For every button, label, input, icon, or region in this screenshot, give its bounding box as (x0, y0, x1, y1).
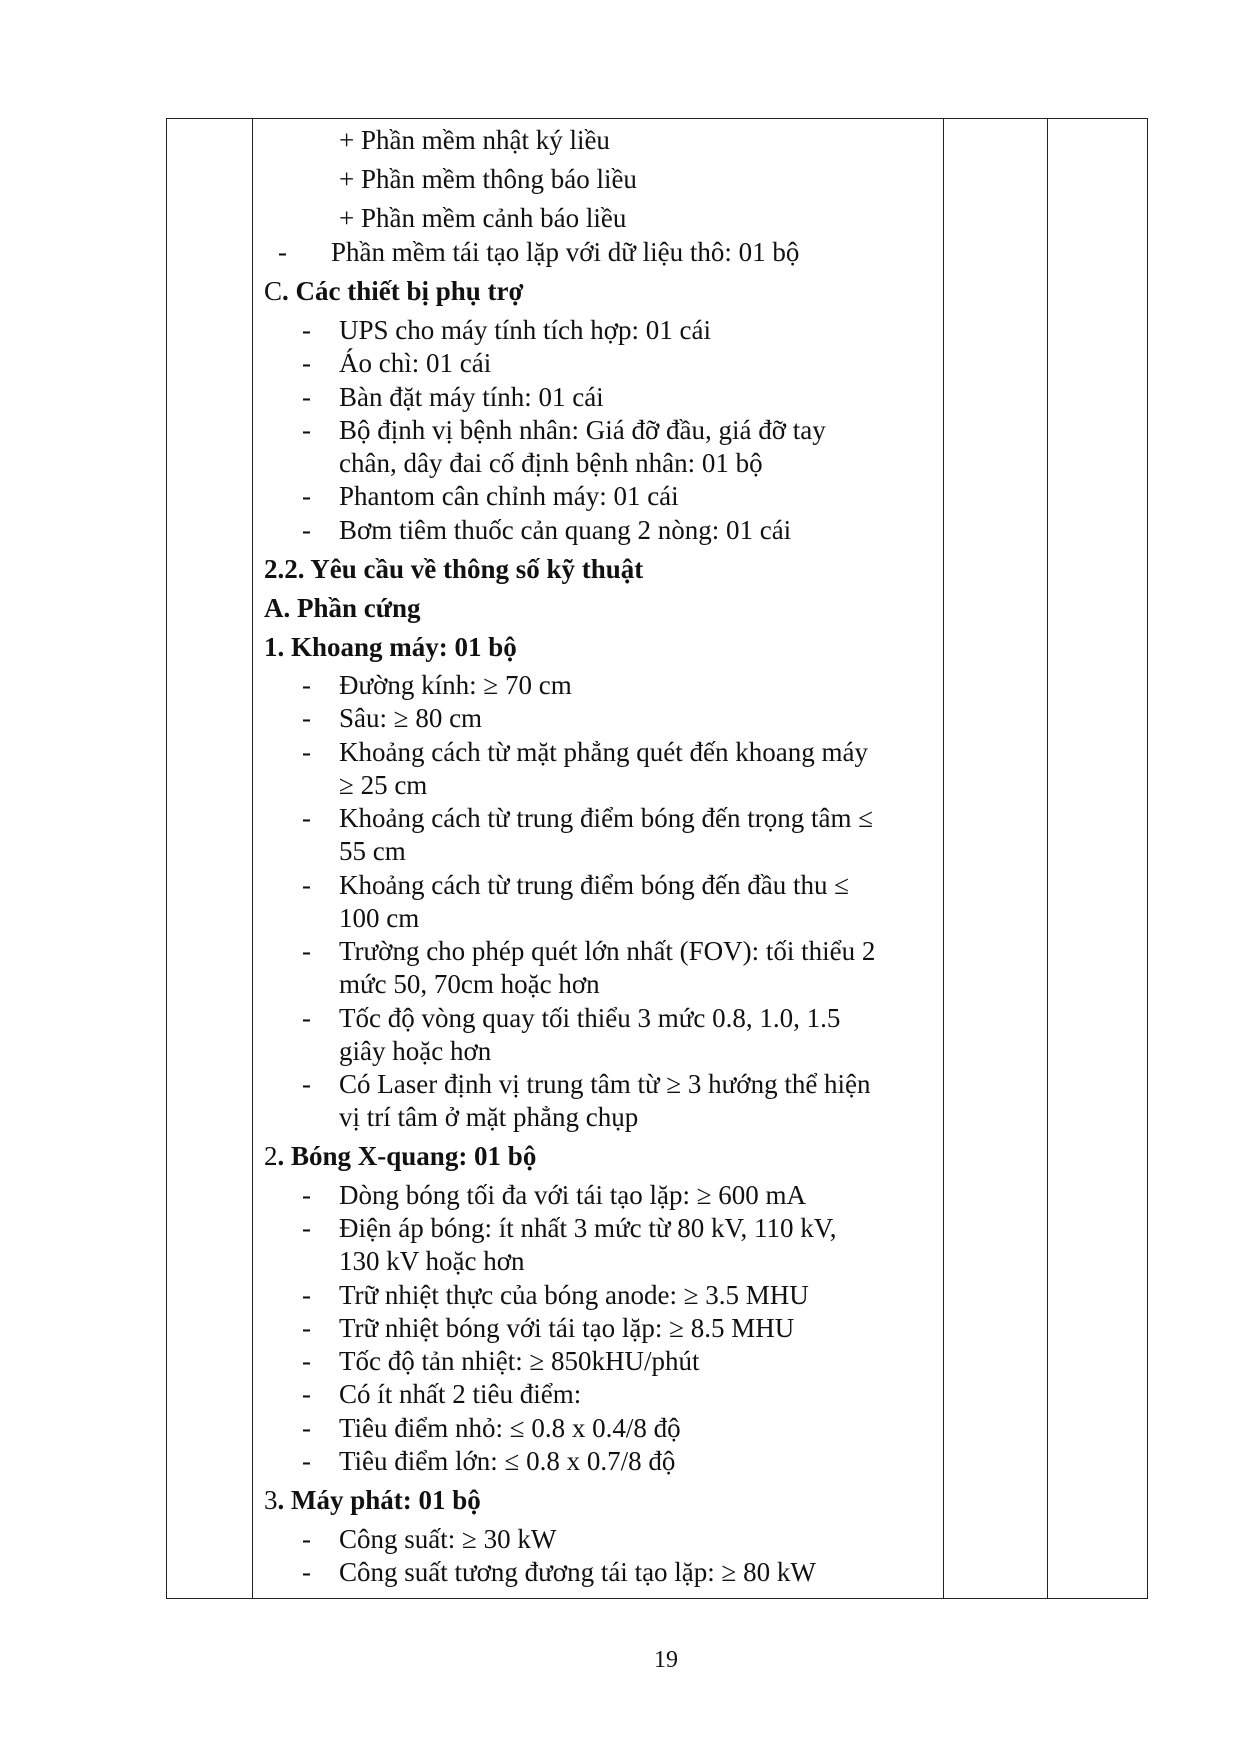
list-item-continuation: mức 50, 70cm hoặc hơn (339, 969, 600, 999)
list-item-text: Công suất tương đương tái tạo lặp: ≥ 80 kW (339, 1557, 816, 1587)
list-item-text: Khoảng cách từ mặt phẳng quét đến khoang máy (339, 737, 868, 767)
list-item-text: Công suất: ≥ 30 kW (339, 1524, 557, 1554)
list-item-continuation: giây hoặc hơn (339, 1036, 492, 1066)
list-item-text: Có ít nhất 2 tiêu điểm: (339, 1379, 582, 1409)
dash-bullet: - (302, 348, 311, 378)
list-item-continuation: 130 kV hoặc hơn (339, 1246, 525, 1276)
list-item-text: Tốc độ tản nhiệt: ≥ 850kHU/phút (339, 1346, 700, 1376)
list-item-continuation: chân, dây đai cố định bệnh nhân: 01 bộ (339, 448, 763, 478)
section-heading-c: C. Các thiết bị phụ trợ (264, 276, 524, 306)
dash-bullet: - (302, 1280, 311, 1310)
dash-bullet: - (302, 1003, 311, 1033)
section-heading-2-2: 2.2. Yêu cầu về thông số kỹ thuật (264, 554, 644, 584)
dash-bullet: - (302, 515, 311, 545)
dash-bullet: - (302, 415, 311, 445)
list-item-text: Áo chì: 01 cái (339, 348, 492, 378)
dash-bullet: - (302, 382, 311, 412)
list-item-text: Trường cho phép quét lớn nhất (FOV): tối thiểu 2 (339, 936, 876, 966)
dash-bullet: - (302, 1213, 311, 1243)
column-divider-3 (1047, 119, 1048, 1598)
dash-bullet: - (302, 315, 311, 345)
dash-bullet: - (302, 703, 311, 733)
dash-bullet: - (302, 1557, 311, 1587)
list-item-text: Đường kính: ≥ 70 cm (339, 670, 572, 700)
dash-bullet: - (302, 737, 311, 767)
list-item-text: Tiêu điểm lớn: ≤ 0.8 x 0.7/8 độ (339, 1446, 676, 1476)
software-sub-item: + Phần mềm cảnh báo liều (339, 203, 627, 233)
list-item-continuation: 55 cm (339, 836, 406, 866)
list-item-text: UPS cho máy tính tích hợp: 01 cái (339, 315, 711, 345)
page-number: 19 (654, 1647, 678, 1673)
spec-content (264, 118, 944, 1599)
dash-bullet: - (302, 1446, 311, 1476)
list-item-text: Khoảng cách từ trung điểm bóng đến trọng tâm ≤ (339, 803, 874, 833)
list-item-text: Dòng bóng tối đa với tái tạo lặp: ≥ 600 mA (339, 1180, 807, 1210)
dash-bullet: - (302, 870, 311, 900)
section-heading-a: A. Phần cứng (264, 593, 421, 623)
list-item-text: Tiêu điểm nhỏ: ≤ 0.8 x 0.4/8 độ (339, 1413, 681, 1443)
list-item-text: Bộ định vị bệnh nhân: Giá đỡ đầu, giá đỡ tay (339, 415, 826, 445)
dash-bullet: - (302, 1346, 311, 1376)
group-heading-2: 2. Bóng X-quang: 01 bộ (264, 1141, 537, 1171)
dash-bullet: - (278, 237, 287, 267)
group-heading-3: 3. Máy phát: 01 bộ (264, 1485, 481, 1515)
list-item-continuation: vị trí tâm ở mặt phẳng chụp (339, 1102, 639, 1132)
list-item-text: Bơm tiêm thuốc cản quang 2 nòng: 01 cái (339, 515, 792, 545)
group-heading-1: 1. Khoang máy: 01 bộ (264, 632, 517, 662)
dash-bullet: - (302, 1180, 311, 1210)
list-item-text: Bàn đặt máy tính: 01 cái (339, 382, 604, 412)
dash-bullet: - (302, 1524, 311, 1554)
list-item-text: Phần mềm tái tạo lặp với dữ liệu thô: 01 bộ (331, 237, 800, 267)
dash-bullet: - (302, 936, 311, 966)
dash-bullet: - (302, 481, 311, 511)
list-item-continuation: 100 cm (339, 903, 420, 933)
dash-bullet: - (302, 1379, 311, 1409)
list-item-text: Có Laser định vị trung tâm từ ≥ 3 hướng thể hiện (339, 1069, 871, 1099)
dash-bullet: - (302, 1313, 311, 1343)
list-item-text: Trữ nhiệt thực của bóng anode: ≥ 3.5 MHU (339, 1280, 809, 1310)
list-item-continuation: ≥ 25 cm (339, 770, 428, 800)
list-item-text: Tốc độ vòng quay tối thiểu 3 mức 0.8, 1.0, 1.5 (339, 1003, 841, 1033)
column-divider-1 (252, 119, 253, 1598)
software-sub-item: + Phần mềm thông báo liều (339, 164, 637, 194)
list-item-text: Trữ nhiệt bóng với tái tạo lặp: ≥ 8.5 MHU (339, 1313, 795, 1343)
list-item-text: Phantom cân chỉnh máy: 01 cái (339, 481, 679, 511)
dash-bullet: - (302, 1413, 311, 1443)
dash-bullet: - (302, 803, 311, 833)
list-item-text: Khoảng cách từ trung điểm bóng đến đầu thu ≤ (339, 870, 850, 900)
dash-bullet: - (302, 1069, 311, 1099)
list-item-text: Điện áp bóng: ít nhất 3 mức từ 80 kV, 110 kV, (339, 1213, 837, 1243)
list-item-text: Sâu: ≥ 80 cm (339, 703, 483, 733)
software-sub-item: + Phần mềm nhật ký liều (339, 125, 610, 155)
dash-bullet: - (302, 670, 311, 700)
